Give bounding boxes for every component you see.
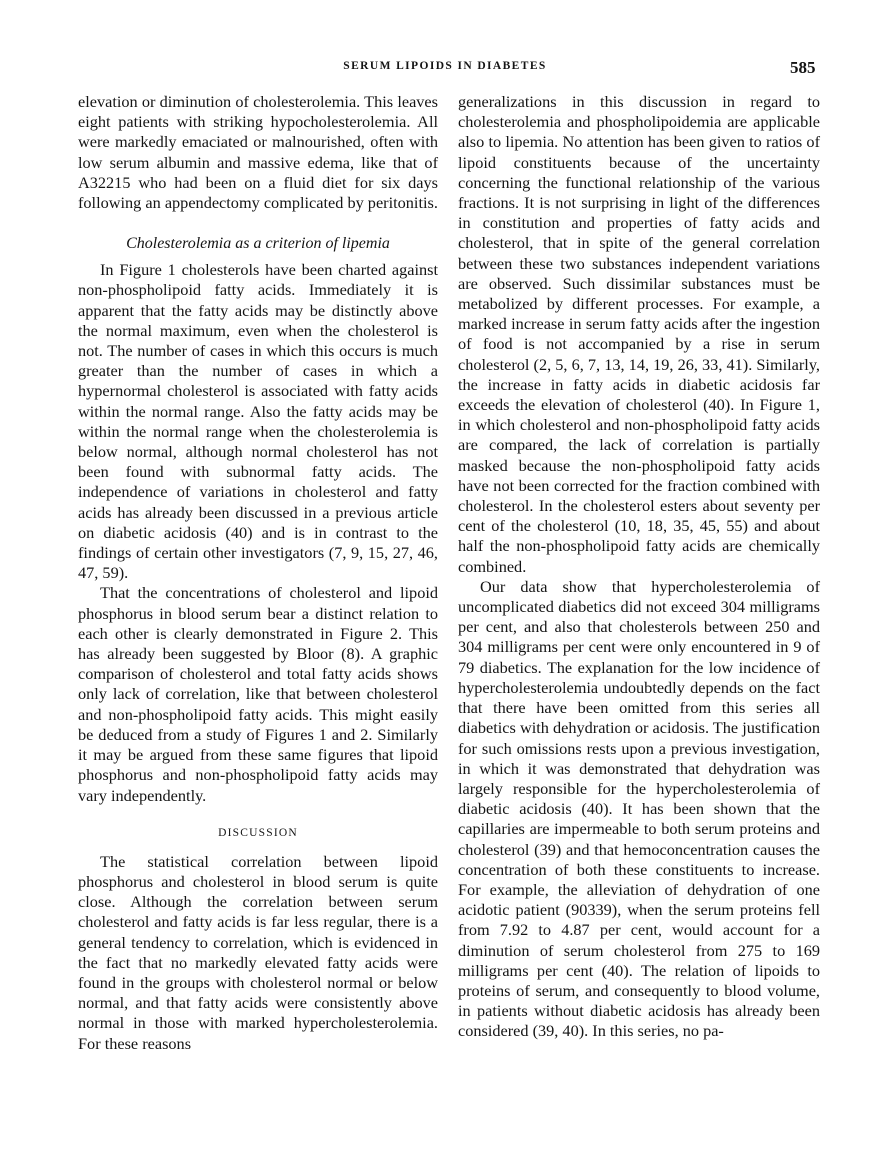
section-heading-discussion: DISCUSSION: [218, 826, 298, 839]
paragraph-figure-1: In Figure 1 cholesterols have been charted against non-phospholipoid fatty acids. Immediately it is apparent that the fatty acids may be distinctly above the normal maximum, even when the cholesterol is not. The number of cases in which this occurs is much greater than the number of cases in which a hypernormal cholesterol is associated with fatty acids within the normal range. Also the fatty acids may be within the normal range when the cholesterolemia is below normal, although normal cholesterol has not been found with subnormal fatty acids. The independence of variations in cholesterol and fatty acids has already been discussed in a previous article on diabetic acidosis (40) and is in contrast to the findings of certain other investigators (7, 9, 15, 27, 46, 47, 59).: [78, 260, 438, 583]
paragraph-discussion: The statistical correlation between lipoid phosphorus and cholesterol in blood serum is quite close. Although the correlation between serum cholesterol and fatty acids is far less regular, there is a general tendency to correlation, which is evidenced in the fact that no markedly elevated fatty acids were found in the groups with cholesterol normal or below normal, and that fatty acids were consistently above normal in those with marked hypercholesterolemia. For these reasons: [78, 851, 438, 1053]
subsection-heading: Cholesterolemia as a criterion of lipemia: [126, 235, 390, 253]
right-column: [458, 92, 820, 1042]
paragraph-continued: elevation or diminution of cholesterolemia. This leaves eight patients with striking hypocholesterolemia. All were markedly emaciated or malnourished, often with low serum albumin and massive edema, like that of A32215 who had been on a fluid diet for six days following an appendectomy complicated by peritonitis.: [78, 92, 438, 213]
running-head: [0, 58, 890, 80]
paragraph-figure-2: That the concentrations of cholesterol and lipoid phosphorus in blood serum bear a distinct relation to each other is clearly demonstrated in Figure 2. This has already been suggested by Bloor (8). A graphic comparison of cholesterol and total fatty acids shows only lack of correlation, like that between cholesterol and non-phospholipoid fatty acids. This might easily be deduced from a study of Figures 1 and 2. Similarly it may be argued from these same figures that lipoid phosphorus and non-phospholipoid fatty acids may vary independently.: [78, 583, 438, 805]
running-title: SERUM LIPOIDS IN DIABETES: [343, 60, 547, 72]
paragraph-hypercholesterolemia: Our data show that hypercholesterolemia of uncomplicated diabetics did not exceed 304 milligrams per cent, and also that cholesterols between 250 and 304 milligrams per cent were only encountered in 9 of 79 diabetics. The explanation for the low incidence of hypercholesterolemia undoubtedly depends on the fact that there have been omitted from this series all diabetics with dehydration or acidosis. The justification for such omissions rests upon a previous investigation, in which it was demonstrated that dehydration was largely responsible for the hypercholesterolemia of diabetic acidosis (40). It has been shown that the capillaries are impermeable to both serum proteins and cholesterol (39) and that hemoconcentration causes the concentration of both these constituents to increase. For example, the alleviation of dehydration of one acidotic patient (90339), when the serum proteins fell from 7.92 to 4.87 per cent, would account for a diminution of serum cholesterol from 275 to 169 milligrams per cent (40). The relation of lipoids to proteins of serum, and consequently to blood volume, in patients without diabetic acidosis has already been considered (39, 40). In this series, no pa-: [458, 576, 820, 1041]
left-column: [78, 92, 438, 1054]
page-number: 585: [790, 58, 816, 77]
paragraph-generalizations: generalizations in this discussion in regard to cholesterolemia and phospholipoidemia are applicable also to lipemia. No attention has been given to ratios of lipoid constituents because of the uncertainty concerning the functional relationship of the various fractions. It is not surprising in light of the differences in constitution and properties of fatty acids and cholesterol, that in spite of the general correlation between these two substances independent variations are observed. Such dissimilar substances must be metabolized by different processes. For example, a marked increase in serum fatty acids after the ingestion of food is not accompanied by a rise in serum cholesterol (2, 5, 6, 7, 13, 14, 19, 26, 33, 41). Similarly, the increase in fatty acids in diabetic acidosis far exceeds the elevation of cholesterol (40). In Figure 1, in which cholesterol and non-phospholipoid fatty acids are compared, the lack of correlation is partially masked because the non-phospholipoid fatty acids have not been corrected for the fraction combined with cholesterol. In the cholesterol esters about seventy per cent of the cholesterol (10, 18, 35, 45, 55) and about half the non-phospholipoid fatty acids are chemically combined.: [458, 92, 820, 576]
